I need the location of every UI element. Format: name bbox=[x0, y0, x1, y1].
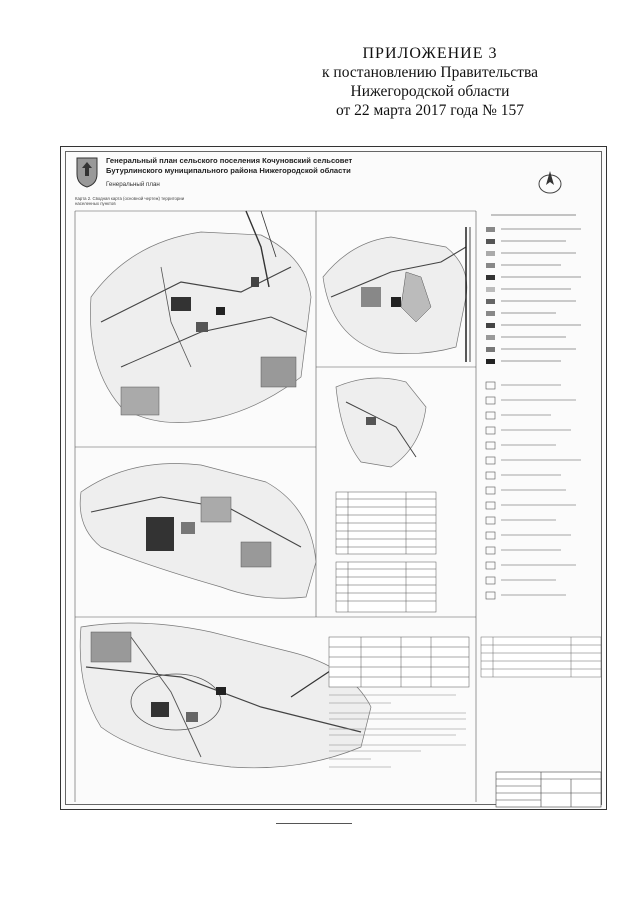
date-line: от 22 марта 2017 года № 157 bbox=[335, 102, 525, 119]
sheet-title-line-2: Бутурлинского муниципального района Нижегородской области bbox=[106, 165, 351, 175]
settlement-map-2 bbox=[323, 227, 470, 362]
sheet-subtitle: Генеральный план bbox=[106, 181, 160, 188]
general-plan-sheet bbox=[60, 146, 607, 810]
document-header bbox=[270, 44, 590, 120]
indicator-table-2 bbox=[336, 562, 436, 612]
settlement-map-4 bbox=[80, 464, 316, 599]
appendix-title: ПРИЛОЖЕНИЕ 3 bbox=[362, 45, 498, 62]
settlement-map-1 bbox=[90, 211, 311, 423]
settlement-map-3 bbox=[336, 378, 426, 467]
resolution-line: к постановлению Правительства bbox=[322, 64, 538, 81]
settlement-map-5 bbox=[80, 623, 371, 768]
indicator-table-1 bbox=[336, 492, 436, 554]
signature-line bbox=[276, 823, 352, 824]
indicator-table-3 bbox=[329, 637, 469, 687]
sheet-title-line-1: Генеральный план сельского поселения Кочуновский сельсовет bbox=[106, 156, 353, 165]
legend bbox=[486, 215, 581, 599]
plan-drawing bbox=[61, 147, 608, 811]
map-caption: Карта 2. Сводная карта (основной чертеж) территории населенных пунктов bbox=[75, 196, 185, 206]
title-block-stamp bbox=[496, 772, 601, 807]
region-line: Нижегородской области bbox=[350, 83, 510, 100]
zones-table bbox=[481, 637, 601, 677]
